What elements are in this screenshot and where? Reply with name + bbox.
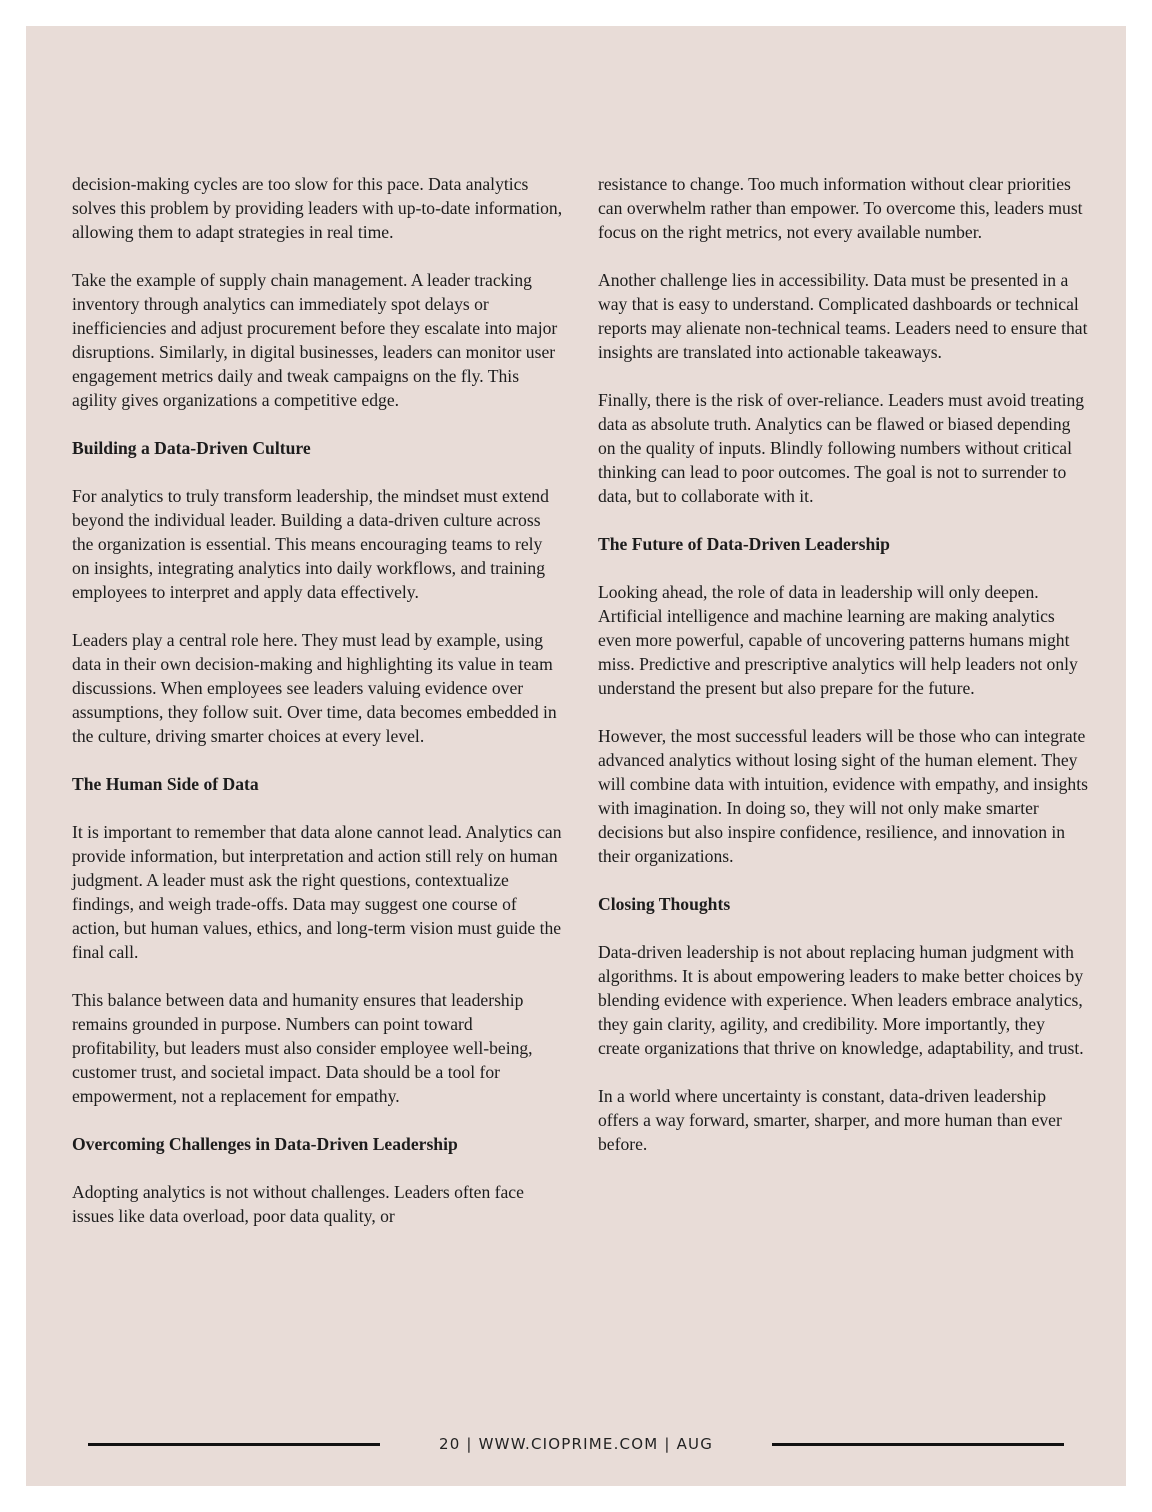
paragraph: However, the most successful leaders will be those who can integrate advanced analytics without losing sight of the human element. They will combine data with intuition, evidence with empathy, and insights with imagination. In doing so, they will not only make smarter decisions but also inspire confidence, resilience, and innovation in their organizations. bbox=[598, 726, 1088, 866]
page-sheet bbox=[26, 26, 1126, 1486]
section-heading: Closing Thoughts bbox=[598, 894, 731, 914]
paragraph: Take the example of supply chain management. A leader tracking inventory through analytics can immediately spot delays or inefficiencies and adjust procurement before they escalate into major disruptions. Similarly, in digital businesses, leaders can monitor user engagement metrics daily and tweak campaigns on the fly. This agility gives organizations a competitive edge. bbox=[72, 270, 558, 410]
paragraph: Adopting analytics is not without challenges. Leaders often face issues like data overload, poor data quality, or bbox=[72, 1182, 524, 1226]
paragraph: Finally, there is the risk of over-reliance. Leaders must avoid treating data as absolute truth. Analytics can be flawed or biased depending on the quality of inputs. Blindly following numbers without critical thinking can lead to poor outcomes. The goal is not to surrender to data, but to collaborate with it. bbox=[598, 390, 1085, 506]
section-heading: The Human Side of Data bbox=[72, 774, 259, 794]
paragraph: resistance to change. Too much information without clear priorities can overwhelm rather than empower. To overcome this, leaders must focus on the right metrics, not every available number. bbox=[598, 174, 1083, 242]
paragraph: Looking ahead, the role of data in leadership will only deepen. Artificial intelligence and machine learning are making analytics even more powerful, capable of uncovering patterns humans might miss. Predictive and prescriptive analytics will help leaders not only understand the present but also prepare for the future. bbox=[598, 582, 1078, 698]
right-column bbox=[598, 172, 1090, 1180]
paragraph: Leaders play a central role here. They must lead by example, using data in their own decision-making and highlighting its value in team discussions. When employees see leaders valuing evidence over assumptions, they follow suit. Over time, data becomes embedded in the culture, driving smarter choices at every level. bbox=[72, 630, 557, 746]
footer-divider-right bbox=[772, 1443, 1064, 1446]
section-heading: Overcoming Challenges in Data-Driven Leadership bbox=[72, 1134, 458, 1154]
paragraph: It is important to remember that data alone cannot lead. Analytics can provide information, but interpretation and action still rely on human judgment. A leader must ask the right questions, contextualize findings, and weigh trade-offs. Data may suggest one course of action, but human values, ethics, and long-term vision must guide the final call. bbox=[72, 822, 562, 962]
section-heading: The Future of Data-Driven Leadership bbox=[598, 534, 890, 554]
paragraph: For analytics to truly transform leadership, the mindset must extend beyond the individual leader. Building a data-driven culture across the organization is essential. This means encouraging teams to rely on insights, integrating analytics into daily workflows, and training employees to interpret and apply data effectively. bbox=[72, 486, 549, 602]
paragraph: decision-making cycles are too slow for this pace. Data analytics solves this problem by providing leaders with up-to-date information, allowing them to adapt strategies in real time. bbox=[72, 174, 563, 242]
paragraph: In a world where uncertainty is constant, data-driven leadership offers a way forward, smarter, sharper, and more human than ever before. bbox=[598, 1086, 1062, 1154]
section-heading: Building a Data-Driven Culture bbox=[72, 438, 311, 458]
paragraph: This balance between data and humanity ensures that leadership remains grounded in purpose. Numbers can point toward profitability, but leaders must also consider employee well-being, customer trust, and societal impact. Data should be a tool for empowerment, not a replacement for empathy. bbox=[72, 990, 533, 1106]
footer-divider-left bbox=[88, 1443, 380, 1446]
left-column bbox=[72, 172, 564, 1252]
paragraph: Data-driven leadership is not about replacing human judgment with algorithms. It is about empowering leaders to make better choices by blending evidence with experience. When leaders embrace analytics, they gain clarity, agility, and credibility. More importantly, they create organizations that thrive on knowledge, adaptability, and trust. bbox=[598, 942, 1084, 1058]
page-footer bbox=[88, 1432, 1064, 1456]
paragraph: Another challenge lies in accessibility. Data must be presented in a way that is easy to understand. Complicated dashboards or technical reports may alienate non-technical teams. Leaders need to ensure that insights are translated into actionable takeaways. bbox=[598, 270, 1088, 362]
footer-text: 20 | WWW.CIOPRIME.COM | AUG bbox=[438, 1435, 714, 1453]
